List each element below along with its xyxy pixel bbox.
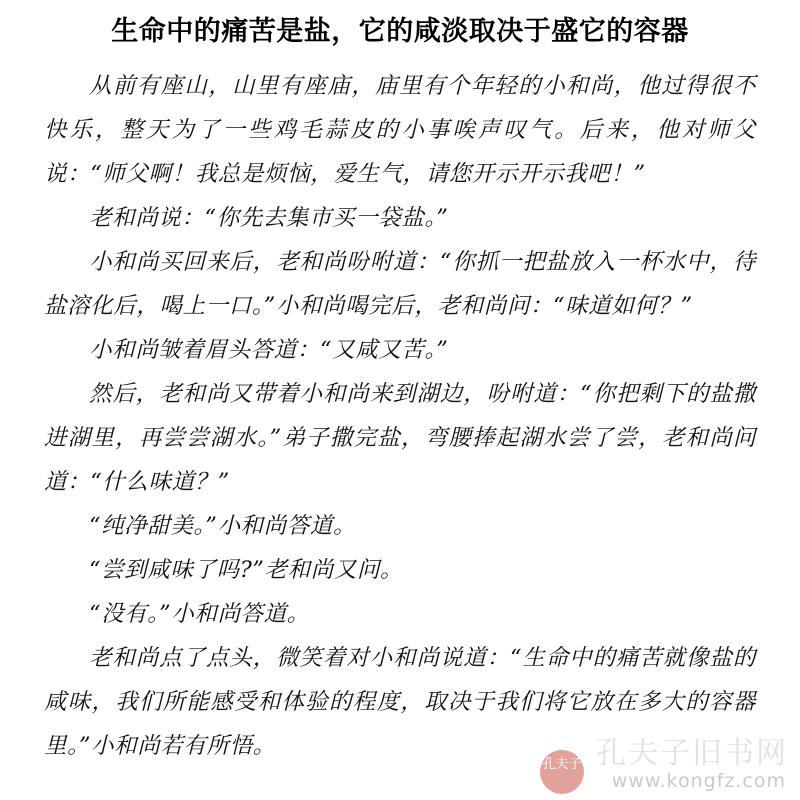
paragraph: 老和尚说：“你先去集市买一袋盐。”: [89, 205, 449, 232]
paragraph: 从前有座山，山里有座庙，庙里有个年轻的小和尚，他过得很不快乐，整天为了一些鸡毛蒜皮的小事唉声叹气。后来，他对师父说：“师父啊！我总是烦恼，爱生气，请您开示开示我吧！”: [44, 73, 756, 188]
paragraph: 老和尚点了点头，微笑着对小和尚说道：“生命中的痛苦就像盐的咸味，我们所能感受和体验的程度，取决于我们将它放在多大的容器里。”小和尚若有所悟。: [44, 645, 756, 760]
paragraph: “纯净甜美。”小和尚答道。: [89, 513, 357, 540]
paragraph: “尝到咸味了吗?”老和尚又问。: [89, 557, 404, 584]
paragraph: 小和尚皱着眉头答道：“又咸又苦。”: [89, 337, 449, 364]
page-title: 生命中的痛苦是盐，它的咸淡取决于盛它的容器: [111, 16, 689, 47]
watermark-logo-icon: 孔夫子: [540, 750, 584, 794]
watermark-site-name: 孔夫子旧书网: [596, 736, 788, 771]
article-body: [44, 64, 756, 768]
paragraph: 然后，老和尚又带着小和尚来到湖边，吩咐道：“你把剩下的盐撒进湖里，再尝尝湖水。”弟子撒完盐，弯腰捧起湖水尝了尝，老和尚问道：“什么味道？”: [44, 381, 756, 496]
watermark-url: www.kongfz.com: [611, 770, 786, 792]
paragraph: 小和尚买回来后，老和尚吩咐道：“你抓一把盐放入一杯水中，待盐溶化后，喝上一口。”小和尚喝完后，老和尚问：“味道如何？”: [44, 249, 756, 320]
paragraph: “没有。”小和尚答道。: [89, 601, 310, 628]
